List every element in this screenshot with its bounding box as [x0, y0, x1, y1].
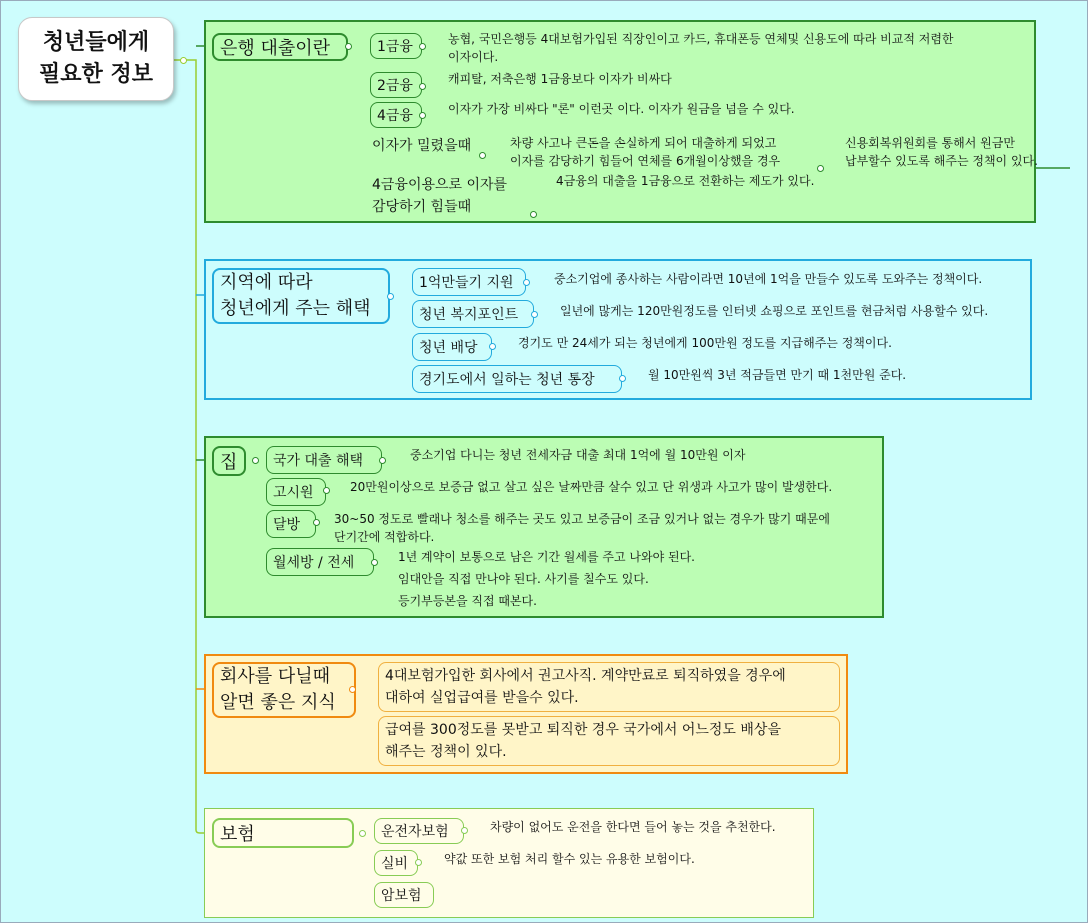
connector-dot [180, 57, 187, 64]
bank-item-4[interactable]: 4금융 [370, 102, 422, 128]
connector-dot [415, 859, 422, 866]
bank-topic[interactable]: 은행 대출이란 [212, 33, 348, 61]
connector-dot [419, 83, 426, 90]
region-item-4[interactable]: 경기도에서 일하는 청년 통장 [412, 365, 622, 393]
bank-item-1[interactable]: 1금융 [370, 33, 422, 59]
connector-dot [531, 311, 538, 318]
connector-dot [252, 457, 259, 464]
bank-note-refinance: 4금융의 대출을 1금융으로 전환하는 제도가 있다. [556, 174, 815, 188]
insurance-topic[interactable]: 보험 [212, 818, 354, 848]
bank-note-overdue-policy: 신용회복위원회를 통해서 원금만 납부할수 있도록 해주는 정책이 있다. [845, 136, 1038, 168]
root-node[interactable]: 청년들에게 필요한 정보 [18, 17, 174, 101]
region-note-3: 경기도 만 24세가 되는 청년에게 100만원 정도를 지급해주는 정책이다. [518, 336, 892, 350]
house-item-2[interactable]: 고시원 [266, 478, 326, 506]
connector-dot [530, 211, 537, 218]
bank-note-1: 농협, 국민은행등 4대보험가입된 직장인이고 카드, 휴대폰등 연체및 신용도에 따라 비교적 저렴한 이자이다. [448, 32, 954, 64]
connector-dot [387, 293, 394, 300]
connector-dot [345, 43, 352, 50]
bank-item-refinance[interactable]: 4금융이용으로 이자를 감당하기 힘들때 [372, 177, 508, 215]
connector-dot [419, 112, 426, 119]
company-topic[interactable]: 회사를 다닐때 알면 좋은 지식 [212, 662, 356, 718]
connector-dot [379, 457, 386, 464]
connector-dot [323, 487, 330, 494]
connector-dot [619, 375, 626, 382]
region-item-3[interactable]: 청년 배당 [412, 333, 492, 361]
house-note-4b: 임대안을 직접 만나야 된다. 사기를 칠수도 있다. [398, 572, 649, 586]
bank-note-overdue: 차량 사고나 큰돈을 손실하게 되어 대출하게 되었고 이자를 감당하기 힘들어 연체를 6개월이상했을 경우 [510, 136, 781, 168]
connector-dot [359, 830, 366, 837]
connector-dot [523, 279, 530, 286]
insurance-item-2[interactable]: 실비 [374, 850, 418, 876]
house-note-4a: 1년 계약이 보통으로 남은 기간 월세를 주고 나와야 된다. [398, 550, 695, 564]
insurance-item-1[interactable]: 운전자보험 [374, 818, 464, 844]
connector-dot [313, 519, 320, 526]
company-item-1[interactable]: 4대보험가입한 회사에서 권고사직. 계약만료로 퇴직하였을 경우에 대하여 실업급여를 받을수 있다. [378, 662, 840, 712]
region-note-4: 월 10만원씩 3년 적금들면 만기 때 1천만원 준다. [648, 368, 907, 382]
region-note-1: 중소기업에 종사하는 사람이라면 10년에 1억을 만들수 있도록 도와주는 정책이다. [554, 272, 983, 286]
house-note-2: 20만원이상으로 보증금 없고 살고 싶은 날짜만큼 살수 있고 단 위생과 사고가 많이 발생한다. [350, 480, 833, 494]
region-item-2[interactable]: 청년 복지포인트 [412, 300, 534, 328]
bank-note-4: 이자가 가장 비싸다 "론" 이런곳 이다. 이자가 원금을 넘을 수 있다. [448, 102, 795, 116]
house-item-3[interactable]: 달방 [266, 510, 316, 538]
connector-dot [479, 152, 486, 159]
region-topic[interactable]: 지역에 따라 청년에게 주는 해택 [212, 268, 390, 324]
house-item-4[interactable]: 월세방 / 전세 [266, 548, 374, 576]
connector-dot [419, 43, 426, 50]
company-item-2[interactable]: 급여를 300정도를 못받고 퇴직한 경우 국가에서 어느정도 배상을 해주는 정책이 있다. [378, 716, 840, 766]
insurance-item-3[interactable]: 암보험 [374, 882, 434, 908]
bank-item-2[interactable]: 2금융 [370, 72, 422, 98]
region-item-1[interactable]: 1억만들기 지원 [412, 268, 526, 296]
connector-dot [461, 827, 468, 834]
connector-dot [371, 559, 378, 566]
insurance-note-1: 차량이 없어도 운전을 한다면 들어 놓는 것을 추천한다. [490, 820, 776, 834]
house-item-1[interactable]: 국가 대출 해택 [266, 446, 382, 474]
connector-dot [817, 165, 824, 172]
house-topic[interactable]: 집 [212, 446, 246, 476]
house-note-4c: 등기부등본을 직접 때본다. [398, 594, 537, 608]
connector-dot [349, 686, 356, 693]
insurance-note-2: 약값 또한 보험 처리 할수 있는 유용한 보험이다. [444, 852, 695, 866]
bank-note-2: 캐피탈, 저축은행 1금융보다 이자가 비싸다 [448, 72, 672, 86]
bank-item-overdue[interactable]: 이자가 밀렸을때 [372, 138, 472, 154]
region-note-2: 일년에 많게는 120만원정도를 인터넷 쇼핑으로 포인트를 현금처럼 사용할수 있다. [560, 304, 989, 318]
house-note-1: 중소기업 다니는 청년 전세자금 대출 최대 1억에 월 10만원 이자 [410, 448, 746, 462]
connector-dot [489, 343, 496, 350]
house-note-3: 30~50 정도로 빨래나 청소를 해주는 곳도 있고 보증금이 조금 있거나 없는 경우가 많기 때문에 단기간에 적합하다. [334, 512, 830, 544]
